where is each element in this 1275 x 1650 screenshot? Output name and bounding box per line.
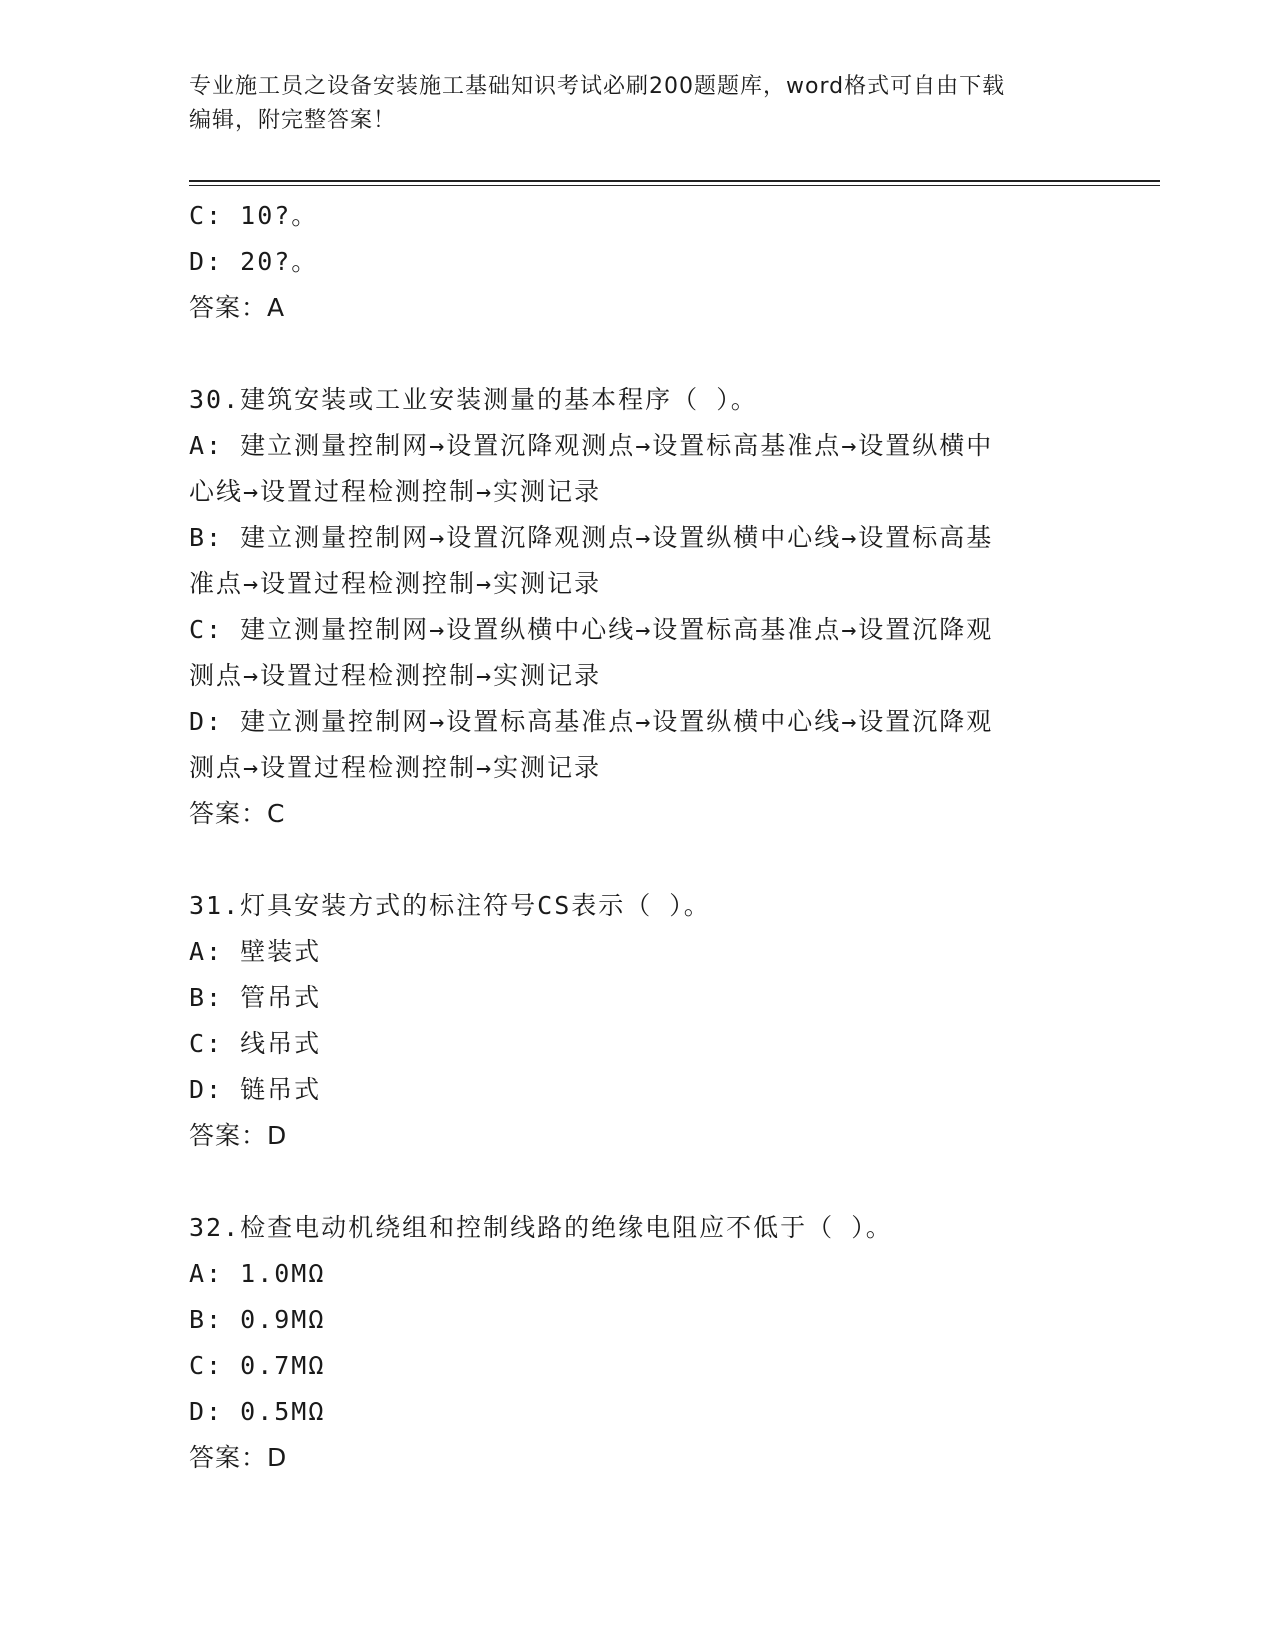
q30-option-d-line-2: 测点→设置过程检测控制→实测记录 [189, 753, 602, 782]
q32-stem: 32.检查电动机绕组和控制线路的绝缘电阻应不低于（ ）。 [189, 1213, 893, 1242]
q31-option-d: D: 链吊式 [189, 1075, 322, 1104]
q31-option-a: A: 壁装式 [189, 937, 322, 966]
q30-option-b-line-2: 准点→设置过程检测控制→实测记录 [189, 569, 602, 598]
prev-question-block [189, 193, 1089, 331]
q31-option-b: B: 管吊式 [189, 983, 322, 1012]
q32-option-c: C: 0.7MΩ [189, 1351, 326, 1380]
prev-option-c: C: 10?。 [189, 201, 319, 230]
q32-answer: 答案：D [189, 1443, 288, 1472]
question-32 [189, 1205, 1089, 1481]
q30-option-d-line-1: D: 建立测量控制网→设置标高基准点→设置纵横中心线→设置沉降观 [189, 707, 994, 736]
header-title-line-1: 专业施工员之设备安装施工基础知识考试必刷200题题库，word格式可自由下载 [189, 74, 1006, 99]
q30-stem: 30.建筑安装或工业安装测量的基本程序（ ）。 [189, 385, 758, 414]
q30-answer: 答案：C [189, 799, 286, 828]
question-30 [189, 377, 1089, 837]
spacer [189, 1159, 1089, 1205]
q32-option-b: B: 0.9MΩ [189, 1305, 326, 1334]
header-rule-thin [189, 185, 1160, 186]
document-header [189, 70, 1069, 138]
q30-option-b-line-1: B: 建立测量控制网→设置沉降观测点→设置纵横中心线→设置标高基 [189, 523, 994, 552]
q32-option-a: A: 1.0MΩ [189, 1259, 326, 1288]
document-body [189, 193, 1089, 1481]
q31-answer: 答案：D [189, 1121, 288, 1150]
prev-option-d: D: 20?。 [189, 247, 319, 276]
q31-stem: 31.灯具安装方式的标注符号CS表示（ ）。 [189, 891, 711, 920]
q30-option-c-line-2: 测点→设置过程检测控制→实测记录 [189, 661, 602, 690]
spacer [189, 331, 1089, 377]
q31-option-c: C: 线吊式 [189, 1029, 322, 1058]
header-rule-thick [189, 180, 1160, 182]
q32-option-d: D: 0.5MΩ [189, 1397, 326, 1426]
q30-option-c-line-1: C: 建立测量控制网→设置纵横中心线→设置标高基准点→设置沉降观 [189, 615, 994, 644]
header-title-line-2: 编辑，附完整答案！ [189, 108, 397, 133]
q30-option-a-line-2: 心线→设置过程检测控制→实测记录 [189, 477, 602, 506]
spacer [189, 837, 1089, 883]
prev-answer: 答案：A [189, 293, 286, 322]
q30-option-a-line-1: A: 建立测量控制网→设置沉降观测点→设置标高基准点→设置纵横中 [189, 431, 994, 460]
question-31 [189, 883, 1089, 1159]
